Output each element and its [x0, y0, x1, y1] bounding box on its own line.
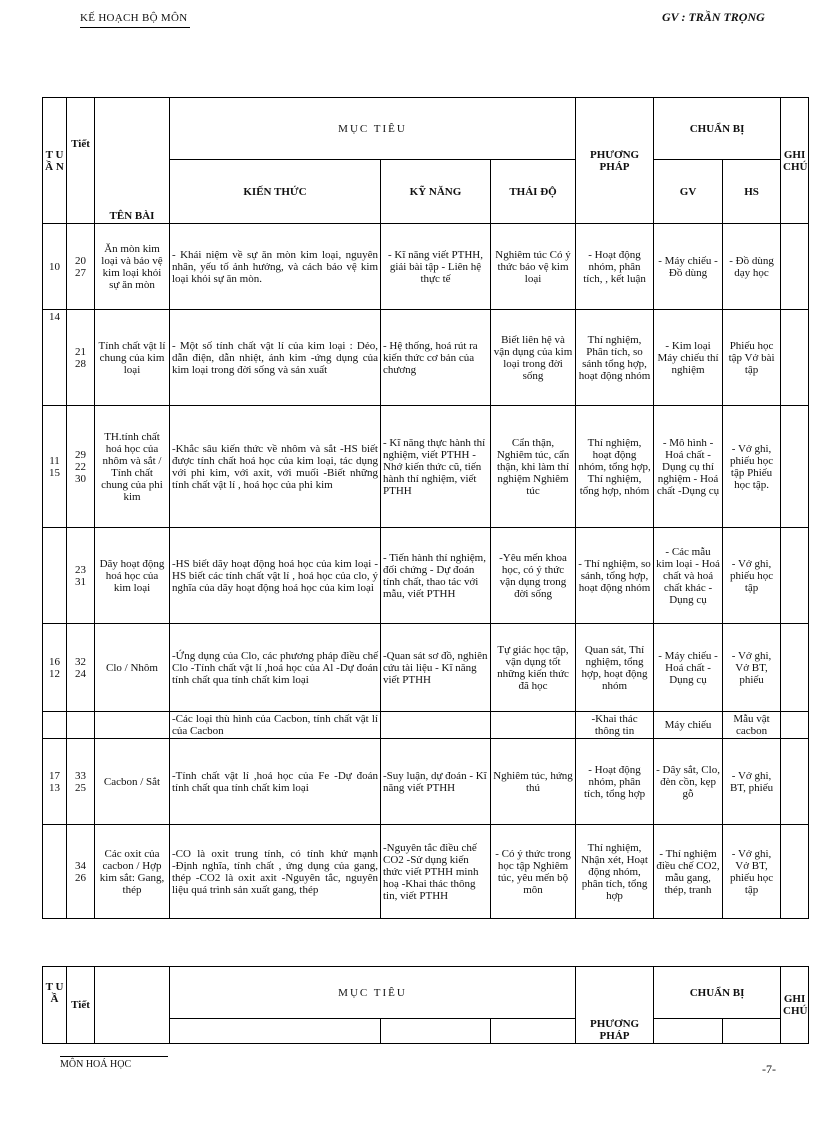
attitude-cell — [491, 712, 576, 739]
table-row — [43, 310, 809, 406]
attitude-cell: Cẩn thận, Nghiêm túc, cẩn thận, khi làm thí nghiệm Nghiêm túc — [491, 406, 576, 528]
method-cell: Thí nghiệm, Phân tích, so sánh tổng hợp, hoạt động nhóm — [576, 310, 654, 406]
method-cell: -Khai thác thông tin — [576, 712, 654, 739]
lesson-cell: Ăn mòn kim loại và bảo vệ kim loại khỏi sự ăn mòn — [95, 224, 170, 310]
knowledge-cell: -Tính chất vật lí ,hoá học của Fe -Dự đoán tính chất qua tính chất kim loại — [170, 739, 381, 825]
week-cell: 10 — [43, 224, 67, 310]
col-header-method: PHƯƠNG PHÁP — [576, 967, 654, 1044]
attitude-cell: Biết liên hệ và vận dụng của kim loại trong đời sống — [491, 310, 576, 406]
notes-cell — [781, 406, 809, 528]
col-header-objectives: MỤC TIÊU — [170, 98, 576, 160]
period-cell: 29 22 30 — [67, 406, 95, 528]
student-prep-cell: - Vở ghi, BT, phiếu — [723, 739, 781, 825]
knowledge-cell: -CO là oxit trung tính, có tính khử mạnh -Định nghĩa, tính chất , ứng dụng của gang, thép -CO2 là oxit axit -Nguyên tắc, nguyên liệu quá trình sản xuất gang, thép — [170, 825, 381, 919]
period-cell: 21 28 — [67, 310, 95, 406]
knowledge-cell: - Một số tính chất vật lí của kim loại : Dẻo, dẫn điện, dẫn nhiệt, ánh kim -ứng dụng của kim loại trong đời sống và sản xuất — [170, 310, 381, 406]
notes-cell — [781, 310, 809, 406]
col-header-knowledge: KIẾN THỨC — [170, 160, 381, 224]
notes-cell — [781, 712, 809, 739]
col-header-student: HS — [723, 160, 781, 224]
lesson-cell: TH.tính chất hoá học của nhôm và sắt / Tính chất chung của phi kim — [95, 406, 170, 528]
table-row — [43, 739, 809, 825]
week-cell — [43, 712, 67, 739]
col-header-preparation: CHUẨN BỊ — [654, 967, 781, 1019]
week-cell — [43, 825, 67, 919]
student-prep-cell: - Vở ghi, Vở BT, phiếu — [723, 624, 781, 712]
student-prep-cell: Phiếu học tập Vở bài tập — [723, 310, 781, 406]
lesson-plan-table — [42, 97, 809, 919]
col-header-lesson — [95, 967, 170, 1044]
skills-cell — [381, 712, 491, 739]
week-cell: 11 15 — [43, 406, 67, 528]
col-header-teacher — [654, 1019, 723, 1044]
col-header-knowledge — [170, 1019, 381, 1044]
week-cell — [43, 528, 67, 624]
col-header-week: T U Ầ — [43, 967, 67, 1044]
lesson-cell: Dãy hoạt động hoá học của kim loại — [95, 528, 170, 624]
col-header-skills: KỸ NĂNG — [381, 160, 491, 224]
period-cell: 20 27 — [67, 224, 95, 310]
teacher-prep-cell: Máy chiếu — [654, 712, 723, 739]
header-subject-plan: KẾ HOẠCH BỘ MÔN — [80, 12, 190, 28]
notes-cell — [781, 739, 809, 825]
method-cell: Thí nghiệm, hoạt động nhóm, tổng hợp, Thí nghiệm, tổng hợp, nhóm — [576, 406, 654, 528]
table-row — [43, 224, 809, 310]
lesson-cell: Các oxit của cacbon / Hợp kim sắt: Gang, thép — [95, 825, 170, 919]
period-cell — [67, 712, 95, 739]
col-header-method: PHƯƠNG PHÁP — [576, 98, 654, 224]
method-cell: - Thí nghiệm, so sánh, tổng hợp, hoạt động nhóm — [576, 528, 654, 624]
attitude-cell: -Yêu mến khoa học, có ý thức vận dụng trong đời sống — [491, 528, 576, 624]
notes-cell — [781, 224, 809, 310]
skills-cell: -Suy luận, dự đoán - Kĩ năng viết PTHH — [381, 739, 491, 825]
attitude-cell: - Có ý thức trong học tập Nghiêm túc, yêu mến bộ môn — [491, 825, 576, 919]
knowledge-cell: -Các loại thù hình của Cacbon, tính chất vật lí của Cacbon — [170, 712, 381, 739]
footer-subject: MÔN HOÁ HỌC — [60, 1056, 168, 1070]
col-header-teacher: GV — [654, 160, 723, 224]
col-header-lesson: TÊN BÀI — [95, 98, 170, 224]
footer-page-number: -7- — [762, 1062, 776, 1076]
teacher-prep-cell: - Máy chiếu - Đồ dùng — [654, 224, 723, 310]
skills-cell: - Kĩ năng viết PTHH, giải bài tập - Liên hệ thực tế — [381, 224, 491, 310]
student-prep-cell: - Đồ dùng dạy học — [723, 224, 781, 310]
teacher-prep-cell: - Các mẫu kim loại - Hoá chất và hoá chất khác - Dụng cụ — [654, 528, 723, 624]
col-header-objectives: MỤC TIÊU — [170, 967, 576, 1019]
method-cell: Quan sát, Thí nghiệm, tổng hợp, hoạt động nhóm — [576, 624, 654, 712]
knowledge-cell: -HS biết dãy hoạt động hoá học của kim loại -HS biết các tính chất vật lí , hoá học của clo, ý nghĩa của dãy hoạt động hoá học của kim loại — [170, 528, 381, 624]
table-row — [43, 825, 809, 919]
lesson-cell: Tính chất vật lí chung của kim loại — [95, 310, 170, 406]
week-cell: 17 13 — [43, 739, 67, 825]
lesson-cell: Cacbon / Sắt — [95, 739, 170, 825]
period-cell: 23 31 — [67, 528, 95, 624]
week-cell: 16 12 — [43, 624, 67, 712]
student-prep-cell: - Vở ghi, phiếu học tập Phiếu học tập. — [723, 406, 781, 528]
table-row — [43, 406, 809, 528]
attitude-cell: Nghiêm túc Có ý thức bảo vệ kim loại — [491, 224, 576, 310]
period-cell: 34 26 — [67, 825, 95, 919]
period-cell: 33 25 — [67, 739, 95, 825]
notes-cell — [781, 624, 809, 712]
teacher-prep-cell: - Thí nghiệm điều chế CO2, mẫu gang, thép, tranh — [654, 825, 723, 919]
period-cell: 32 24 — [67, 624, 95, 712]
knowledge-cell: -Khắc sâu kiến thức về nhôm và sắt -HS biết được tính chất hoá học của kim loại, tác dụng với phi kim, với axit, với muối -Biết những tính chất vật lí , hoá học của phi kim — [170, 406, 381, 528]
lesson-plan-table-continued — [42, 966, 809, 1044]
col-header-notes: GHI CHÚ — [781, 967, 809, 1044]
col-header-student — [723, 1019, 781, 1044]
table-row — [43, 712, 809, 739]
attitude-cell: Nghiêm túc, hứng thú — [491, 739, 576, 825]
method-cell: Thí nghiệm, Nhận xét, Hoạt động nhóm, phân tích, tổng hợp — [576, 825, 654, 919]
lesson-cell: Clo / Nhôm — [95, 624, 170, 712]
student-prep-cell: - Vở ghi, phiếu học tập — [723, 528, 781, 624]
teacher-prep-cell: - Kim loại Máy chiếu thí nghiệm — [654, 310, 723, 406]
col-header-attitude — [491, 1019, 576, 1044]
header-teacher: GV : TRẦN TRỌNG — [662, 10, 765, 24]
teacher-prep-cell: - Máy chiếu - Hoá chất - Dụng cụ — [654, 624, 723, 712]
col-header-attitude: THÁI ĐỘ — [491, 160, 576, 224]
student-prep-cell: - Vở ghi, Vở BT, phiếu học tập — [723, 825, 781, 919]
notes-cell — [781, 825, 809, 919]
method-cell: - Hoạt động nhóm, phân tích, tổng hợp — [576, 739, 654, 825]
table-row — [43, 624, 809, 712]
skills-cell: -Quan sát sơ đồ, nghiên cứu tài liệu - Kĩ năng viết PTHH — [381, 624, 491, 712]
student-prep-cell: Mẫu vật cacbon — [723, 712, 781, 739]
lesson-cell — [95, 712, 170, 739]
skills-cell: - Kĩ năng thực hành thí nghiệm, viết PTHH - Nhớ kiến thức cũ, tiến hành thí nghiệm, viết PTHH — [381, 406, 491, 528]
col-header-preparation: CHUẨN BỊ — [654, 98, 781, 160]
week-cell: 14 — [43, 310, 67, 406]
attitude-cell: Tự giác học tập, vận dụng tốt những kiến thức đã học — [491, 624, 576, 712]
col-header-period: Tiết — [67, 98, 95, 224]
skills-cell: - Tiến hành thí nghiệm, đối chứng - Dự đoán tính chất, thao tác với mẫu, viết PTHH — [381, 528, 491, 624]
col-header-week: T U Ầ N — [43, 98, 67, 224]
method-cell: - Hoạt động nhóm, phân tích, , kết luận — [576, 224, 654, 310]
skills-cell: - Hệ thống, hoá rút ra kiến thức cơ bản của chương — [381, 310, 491, 406]
col-header-period: Tiết — [67, 967, 95, 1044]
notes-cell — [781, 528, 809, 624]
teacher-prep-cell: - Mô hình - Hoá chất - Dụng cụ thí nghiệm - Hoá chất -Dụng cụ — [654, 406, 723, 528]
col-header-skills — [381, 1019, 491, 1044]
skills-cell: -Nguyên tắc điều chế CO2 -Sử dụng kiến thức viết PTHH minh hoạ -Khai thác thông tin, viết PTHH — [381, 825, 491, 919]
col-header-notes: GHI CHÚ — [781, 98, 809, 224]
knowledge-cell: -Ứng dụng của Clo, các phương pháp điều chế Clo -Tính chất vật lí ,hoá học của Al -Dự đoán tính chất qua tính chất kim loại — [170, 624, 381, 712]
knowledge-cell: - Khái niệm về sự ăn mòn kim loại, nguyên nhân, yếu tố ảnh hưởng, và cách bảo vệ kim loại khỏi sự ăn mòn. — [170, 224, 381, 310]
teacher-prep-cell: - Dây sắt, Clo, đèn cồn, kẹp gỗ — [654, 739, 723, 825]
table-row — [43, 528, 809, 624]
